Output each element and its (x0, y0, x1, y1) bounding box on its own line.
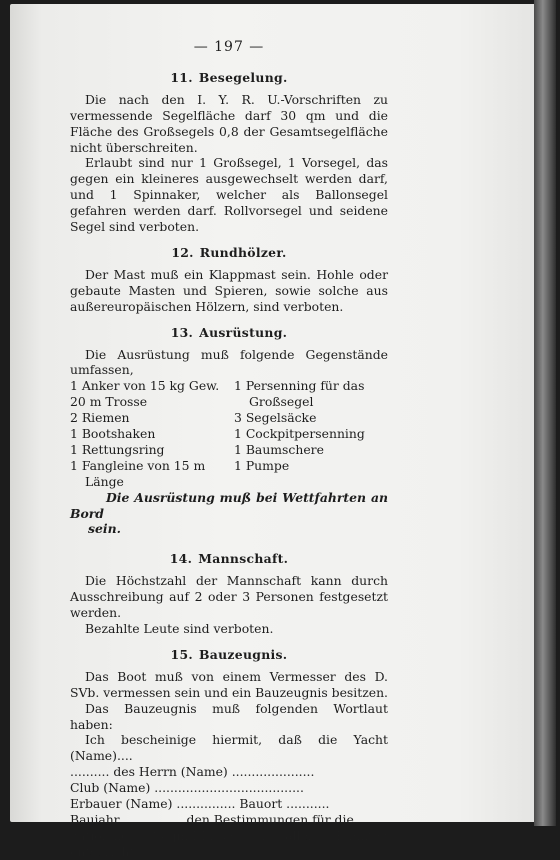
equipment-note-end: sein. (88, 521, 121, 537)
list-item: 1 Persenning für das (234, 378, 365, 394)
section-11-heading (70, 70, 388, 86)
section-number: 11. (170, 69, 193, 85)
section-title: Ausrüstung. (199, 324, 288, 340)
paragraph: Der Mast muß ein Klappmast sein. Hohle oder gebaute Masten und Spieren, sowie solche aus außereuropäischen Hölzern, sind verboten. (70, 266, 388, 314)
paragraph: Die Ausrüstung muß folgende Gegenstände umfassen, (70, 346, 388, 378)
page-number: — 197 — (193, 39, 265, 55)
equipment-note: Die Ausrüstung muß bei Wettfahrten an Bord (70, 489, 388, 521)
list-item: 3 Segelsäcke (234, 410, 317, 426)
section-number: 13. (170, 324, 194, 340)
equipment-column-left (70, 378, 224, 489)
section-14-heading (70, 551, 388, 567)
paragraph: Das Bauzeugnis muß folgenden Wortlaut haben: (70, 700, 388, 732)
form-line: Erbauer (Name) ............... Bauort ........... (70, 796, 330, 812)
equipment-column-right (224, 378, 388, 489)
paragraph: Die Höchstzahl der Mannschaft kann durch Ausschreibung auf 2 oder 3 Personen festgesetzt werden. (70, 573, 388, 621)
paragraph: Erlaubt sind nur 1 Großsegel, 1 Vorsegel, das gegen ein kleineres ausgewechselt werden darf, und 1 Spinnaker, welcher als Ballonsegel gefahren werden darf. Rollvorsegel und seidene Segel sind verboten. (70, 155, 388, 235)
section-title: Besegelung. (198, 69, 288, 85)
paragraph: Das Boot muß von einem Vermesser des D. SVb. vermessen sein und ein Bauzeugnis besitzen. (70, 668, 389, 700)
book-edge (534, 0, 556, 826)
list-item: 1 Anker von 15 kg Gew. (70, 378, 220, 394)
section-title: Bauzeugnis. (199, 646, 288, 662)
list-item: 1 Rettungsring (70, 441, 165, 457)
section-title: Rundhölzer. (199, 244, 287, 260)
form-line: .......... des Herrn (Name) ..................... (70, 764, 315, 780)
form-line: Baujahr ............... den Bestimmungen für die (70, 811, 354, 827)
equipment-list (70, 378, 388, 489)
form-line: Ich bescheinige hiermit, daß die Yacht (Name).... (70, 732, 388, 764)
section-number: 12. (171, 244, 194, 260)
list-item: 2 Riemen (70, 410, 130, 426)
list-item: 20 m Trosse (70, 394, 148, 410)
list-item: 1 Fangleine von 15 m (70, 457, 206, 473)
section-number: 14. (169, 551, 193, 567)
section-title: Mannschaft. (198, 551, 289, 567)
paragraph: Die nach den I. Y. R. U.-Vorschriften zu vermessende Segelfläche darf 30 qm und die Fläche des Großsegels 0,8 der Gesamtsegelfläche nicht überschreiten. (70, 91, 388, 155)
list-item: Länge (85, 473, 124, 489)
list-item: Großsegel (249, 394, 314, 410)
list-item: 1 Pumpe (234, 457, 290, 473)
paragraph: Bezahlte Leute sind verboten. (85, 621, 274, 636)
section-number: 15. (170, 646, 194, 662)
section-15-heading (70, 647, 388, 663)
list-item: 1 Baumschere (234, 441, 324, 457)
section-12-heading (70, 245, 388, 261)
form-line: Club (Name) ...................................... (70, 780, 304, 796)
list-item: 1 Cockpitpersenning (234, 426, 365, 442)
form-line: nationale 30-qm-Klasse in allen Punkten entspricht. (70, 827, 388, 859)
section-13-heading (70, 325, 388, 341)
list-item: 1 Bootshaken (70, 426, 156, 442)
page-content (70, 40, 388, 860)
